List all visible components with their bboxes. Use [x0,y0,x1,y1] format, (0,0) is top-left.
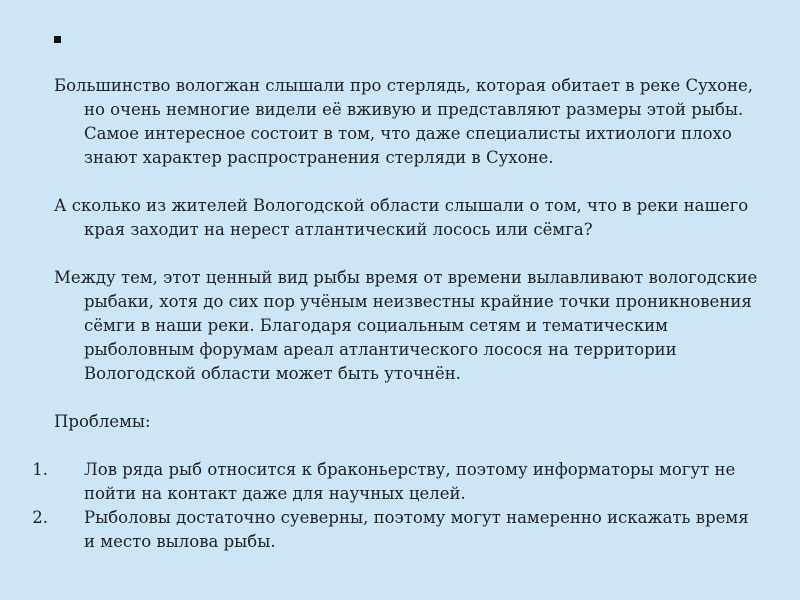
paragraph-salmon-question: А сколько из жителей Вологодской области слышали о том, что в реки нашего края заходит на нерест атлантический лосось или сёмга? [54,196,749,239]
list-item-text: Лов ряда рыб относится к браконьерству, поэтому информаторы могут не пойти на контакт даже для научных целей. [84,460,736,503]
problems-list [32,458,764,554]
paragraph-salmon-range: Между тем, этот ценный вид рыбы время от времени вылавливают вологодские рыбаки, хотя до сих пор учёным неизвестны крайние точки проникновения сёмги в наши реки. Благодаря социальным сетям и тематическим рыболовным форумам ареал атлантического лосося на территории Вологодской области может быть уточнён. [54,268,758,383]
list-item-number: 1. [32,460,48,479]
list-item-number: 2. [32,508,48,527]
slide-content [32,74,764,554]
square-bullet-icon [54,36,61,43]
paragraph-sterlet: Большинство вологжан слышали про стерлядь, которая обитает в реке Сухоне, но очень немногие видели её вживую и представляют размеры этой рыбы. Самое интересное состоит в том, что даже специалисты ихтиологи плохо знают характер распространения стерляди в Сухоне. [54,76,754,167]
list-item-text: Рыболовы достаточно суеверны, поэтому могут намеренно искажать время и место вылова рыбы. [84,508,749,551]
list-item [32,458,764,506]
list-item [32,506,764,554]
problems-heading: Проблемы: [54,412,151,431]
